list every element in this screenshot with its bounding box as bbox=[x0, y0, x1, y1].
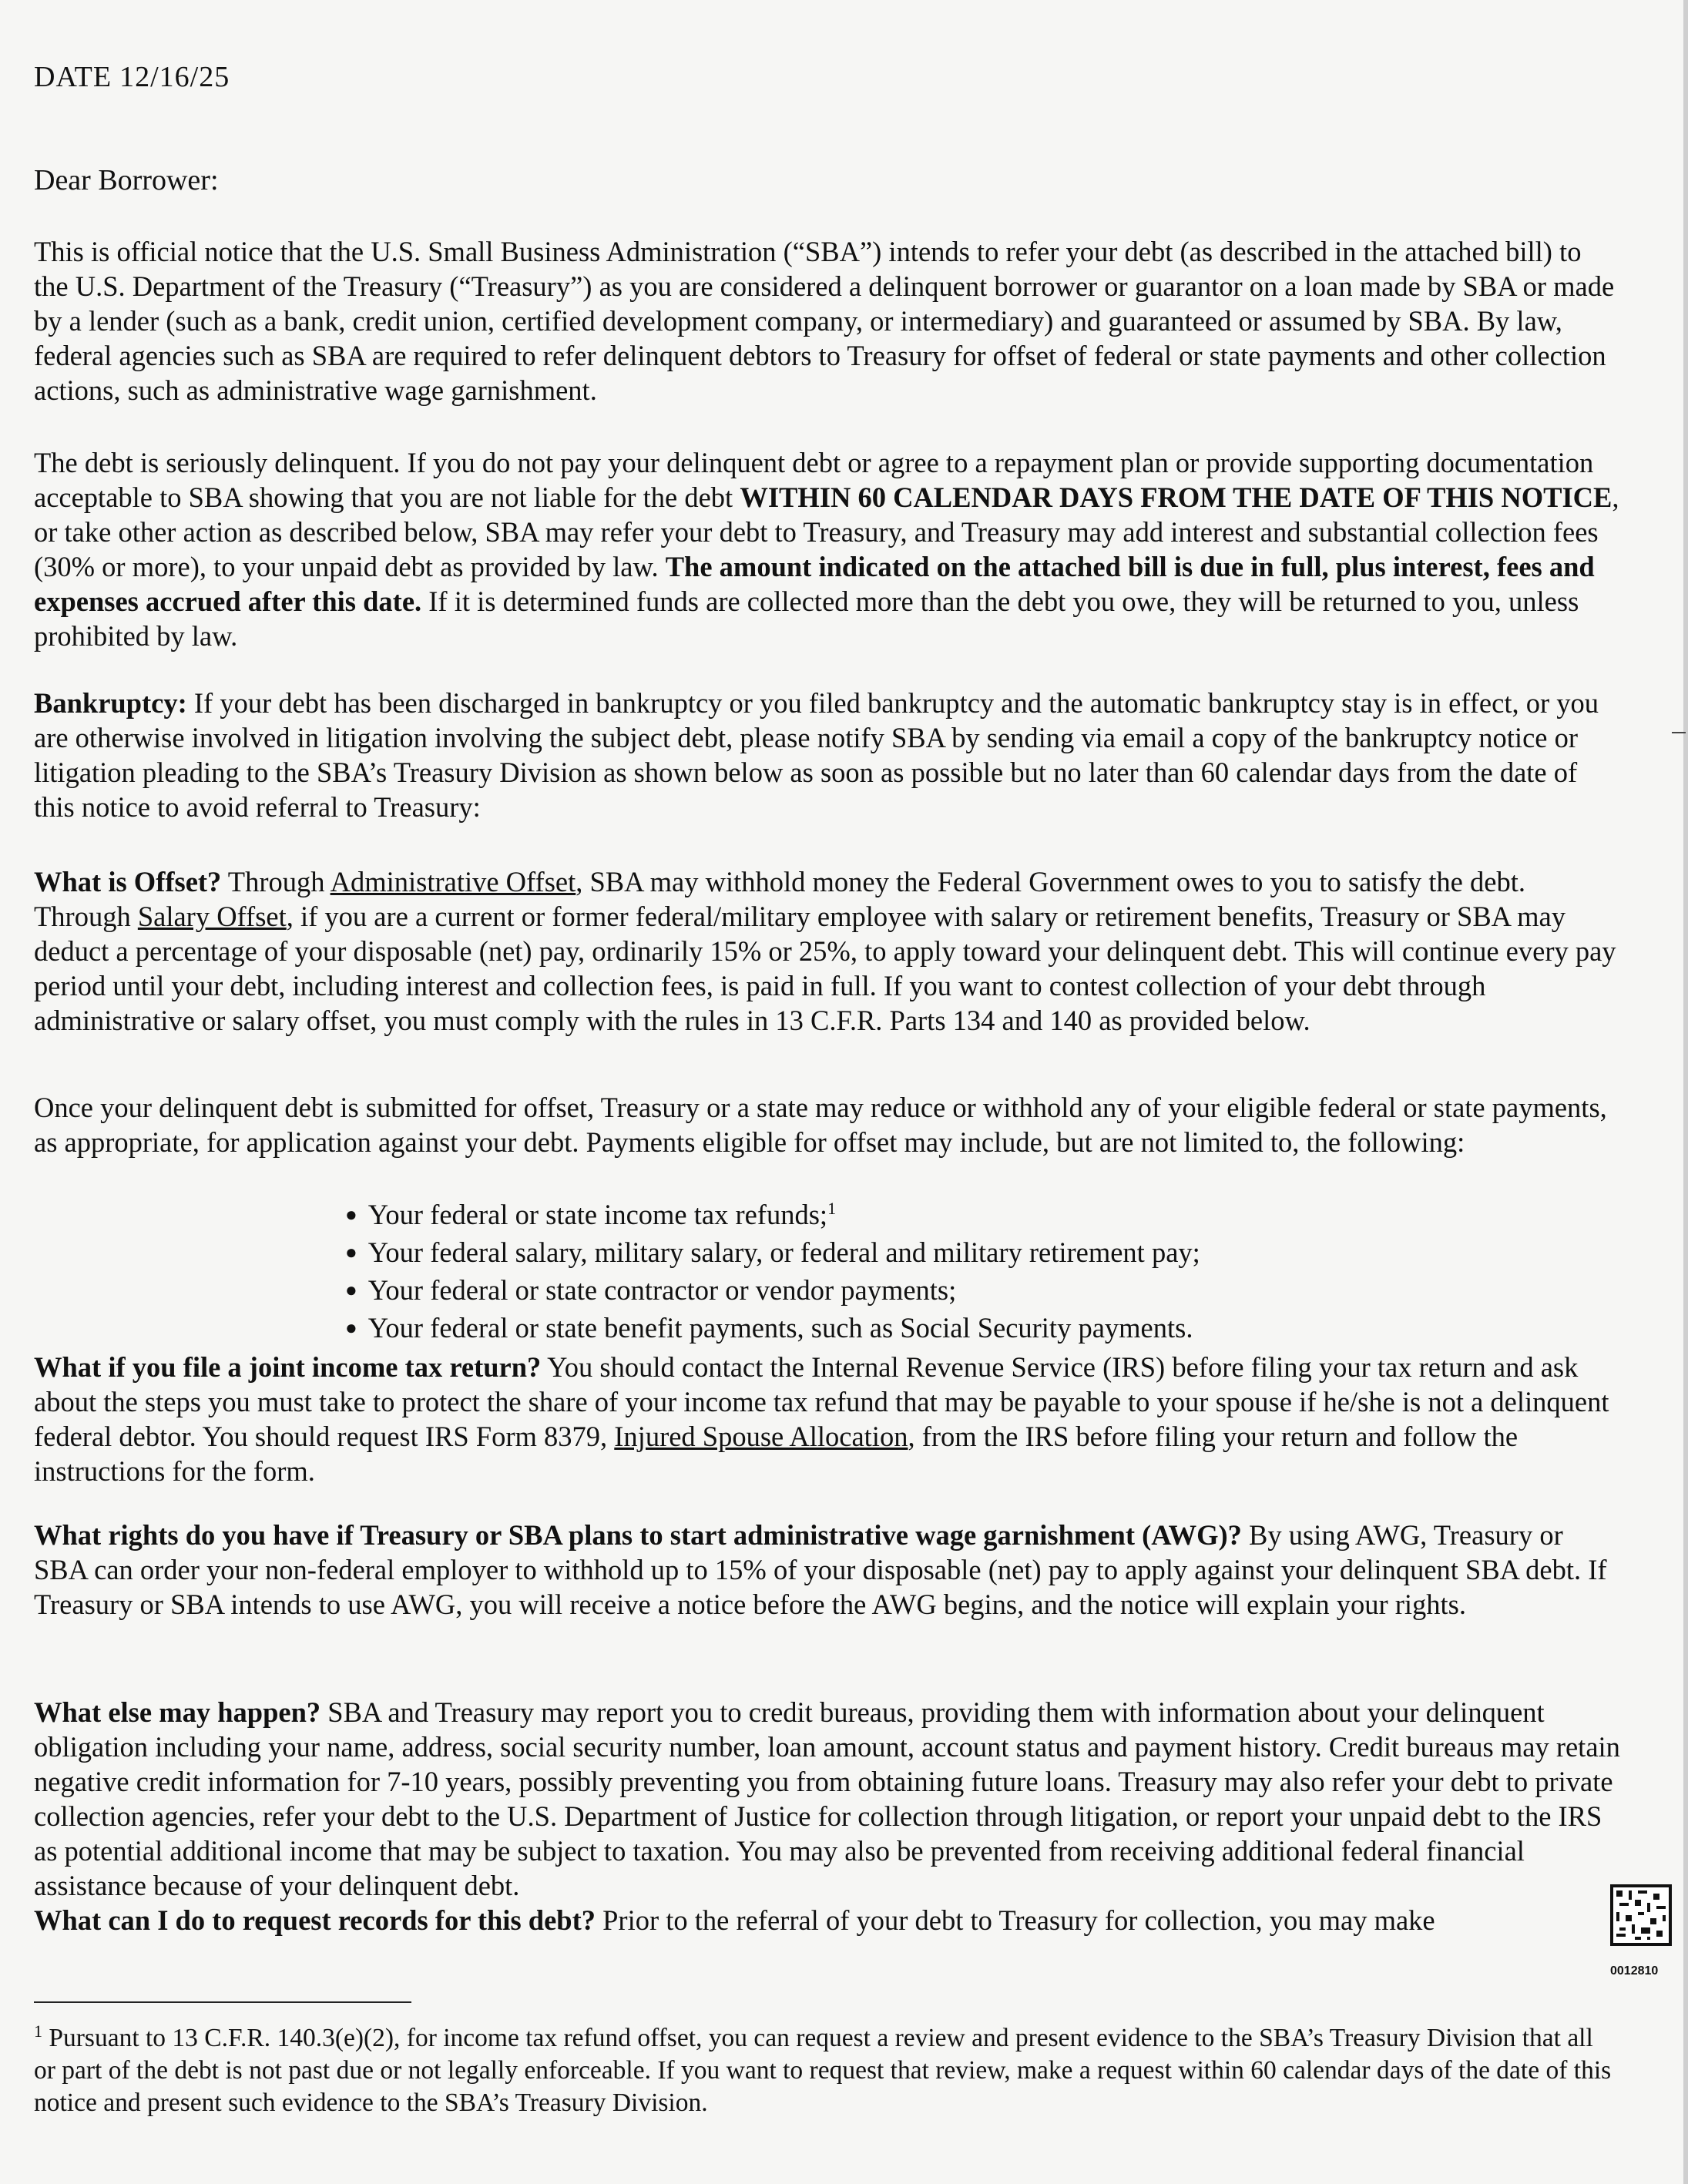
page-code: 0012810 bbox=[1610, 1964, 1659, 1978]
delinquency-paragraph bbox=[34, 445, 1621, 653]
offset-paragraph bbox=[34, 864, 1621, 1038]
list-item: ● Your federal or state contractor or vendor payments; bbox=[345, 1273, 1200, 1310]
deadline-text: WITHIN 60 CALENDAR DAYS FROM THE DATE OF THIS NOTICE bbox=[740, 481, 1612, 513]
refund-text: If it is determined funds are collected more than the debt you owe, they will be returned to you, unless prohibited by law. bbox=[34, 585, 1579, 652]
offset-heading: What is Offset? bbox=[34, 866, 222, 897]
date-label: DATE bbox=[34, 61, 112, 93]
footnote-divider bbox=[34, 2001, 411, 2003]
offset-text-2: , SBA may withhold money the Federal Government owes to you to satisfy the debt. Through bbox=[34, 866, 1525, 932]
eligible-payments-paragraph: Once your delinquent debt is submitted for offset, Treasury or a state may reduce or withhold any of your eligible federal or state payments, as appropriate, for application against your debt. Payments eligible for offset may include, but are not limited to, the following: bbox=[34, 1092, 1607, 1158]
list-item: ● Your federal salary, military salary, or federal and military retirement pay; bbox=[345, 1235, 1200, 1273]
joint-return-text: You should contact the Internal Revenue Service (IRS) before filing your tax return and ask about the steps you must take to protect the share of your income tax refund that may be payable to your spouse if he/she is not a delinquent federal debtor. You should request IRS Form 8379, bbox=[34, 1351, 1609, 1452]
bankruptcy-heading: Bankruptcy: bbox=[34, 687, 187, 719]
joint-return-heading: What if you file a joint income tax return? bbox=[34, 1351, 542, 1383]
administrative-offset-term: Administrative Offset bbox=[330, 866, 576, 897]
amount-due-text: The amount indicated on the attached bill is due in full, plus interest, fees and expenses accrued after this date. bbox=[34, 551, 1595, 617]
bankruptcy-text: If your debt has been discharged in bankruptcy or you filed bankruptcy and the automatic bankruptcy stay is in effect, or you are otherwise involved in litigation involving the subject debt, please notify SBA by sending via email a copy of the bankruptcy notice or litigation pleading to the SBA’s Treasury Division as shown below as soon as possible but no later than 60 calendar days from the date of this notice to avoid referral to Treasury: bbox=[34, 687, 1599, 823]
footnote-mark: 1 bbox=[34, 2021, 42, 2041]
consequences-paragraph bbox=[34, 1695, 1621, 1937]
delinquency-text: The debt is seriously delinquent. If you do not pay your delinquent debt or agree to a repayment plan or provide supporting documentation acceptable to SBA showing that you are not liable for the debt bbox=[34, 447, 1594, 513]
awg-paragraph bbox=[34, 1518, 1621, 1622]
footnote bbox=[34, 2015, 1621, 2119]
joint-return-text-2: , from the IRS before filing your return and follow the instructions for the form. bbox=[34, 1421, 1519, 1487]
records-text: Prior to the referral of your debt to Treasury for collection, you may make bbox=[595, 1904, 1435, 1936]
consequences-heading: What else may happen? bbox=[34, 1696, 321, 1728]
footnote-text: Pursuant to 13 C.F.R. 140.3(e)(2), for income tax refund offset, you can request a review and present evidence to the SBA’s Treasury Division that all or part of the debt is not past due or not legally enforceable. If you want to request that review, make a request within 60 calendar days of the date of this notice and present such evidence to the SBA’s Treasury Division. bbox=[34, 2024, 1612, 2118]
offset-text: Through bbox=[221, 866, 331, 897]
list-item: ● Your federal or state benefit payments, such as Social Security payments. bbox=[345, 1310, 1200, 1348]
awg-text: By using AWG, Treasury or SBA can order your non-federal employer to withhold up to 15% of your disposable (net) pay to apply against your delinquent SBA debt. If Treasury or SBA intends to use AWG, you will receive a notice before the AWG begins, and the notice will explain your rights. bbox=[34, 1519, 1607, 1620]
footnote-reference: 1 bbox=[827, 1199, 837, 1218]
salary-offset-term: Salary Offset bbox=[137, 901, 287, 932]
offset-text-3: , if you are a current or former federal/military employee with salary or retirement benefits, Treasury or SBA may deduct a percentage of your disposable (net) pay, ordinarily 15% or 25%, to apply toward your delinquent debt. This will continue every pay period until your debt, including interest and collection fees, is paid in full. If you want to contest collection of your debt through administrative or salary offset, you must comply with the rules in 13 C.F.R. Parts 134 and 140 as provided below. bbox=[34, 901, 1616, 1036]
bankruptcy-paragraph bbox=[34, 686, 1621, 824]
awg-heading: What rights do you have if Treasury or SBA plans to start administrative wage garnishment (AWG)? bbox=[34, 1519, 1242, 1551]
scan-edge bbox=[1683, 0, 1688, 2184]
letter-date bbox=[34, 60, 230, 94]
injured-spouse-form-term: Injured Spouse Allocation bbox=[614, 1421, 908, 1452]
notice-paragraph: This is official notice that the U.S. Small Business Administration (“SBA”) intends to refer your debt (as described in the attached bill) to the U.S. Department of the Treasury (“Treasury”) as you are considered a delinquent borrower or guarantor on a loan made by SBA or made by a lender (such as a bank, credit union, certified development company, or intermediary) and guaranteed or assumed by SBA. By law, federal agencies such as SBA are required to refer delinquent debtors to Treasury for offset of federal or state payments and other collection actions, such as administrative wage garnishment. bbox=[34, 236, 1615, 406]
list-item: ● Your federal or state income tax refunds;$^1$ bbox=[345, 1191, 1200, 1235]
eligible-payments-list bbox=[345, 1191, 1200, 1348]
date-value: 12/16/25 bbox=[119, 61, 230, 93]
records-heading: What can I do to request records for this debt? bbox=[34, 1904, 596, 1936]
joint-return-paragraph bbox=[34, 1350, 1621, 1488]
delinquency-text-2: , or take other action as described below, SBA may refer your debt to Treasury, and Treasury may add interest and substantial collection fees (30% or more), to your unpaid debt as provided by law. bbox=[34, 481, 1619, 582]
salutation: Dear Borrower: bbox=[34, 164, 219, 196]
consequences-text: SBA and Treasury may report you to credit bureaus, providing them with information about your delinquent obligation including your name, address, social security number, loan amount, account status and payment history. Credit bureaus may retain negative credit information for 7-10 years, possibly preventing you from obtaining future loans. Treasury may also refer your debt to private collection agencies, refer your debt to the U.S. Department of Justice for collection through litigation, or report your unpaid debt to the IRS as potential additional income that may be subject to taxation. You may also be prevented from receiving additional federal financial assistance because of your delinquent debt. bbox=[34, 1696, 1620, 1901]
scan-mark bbox=[1672, 732, 1686, 733]
barcode-icon bbox=[1610, 1884, 1672, 1946]
